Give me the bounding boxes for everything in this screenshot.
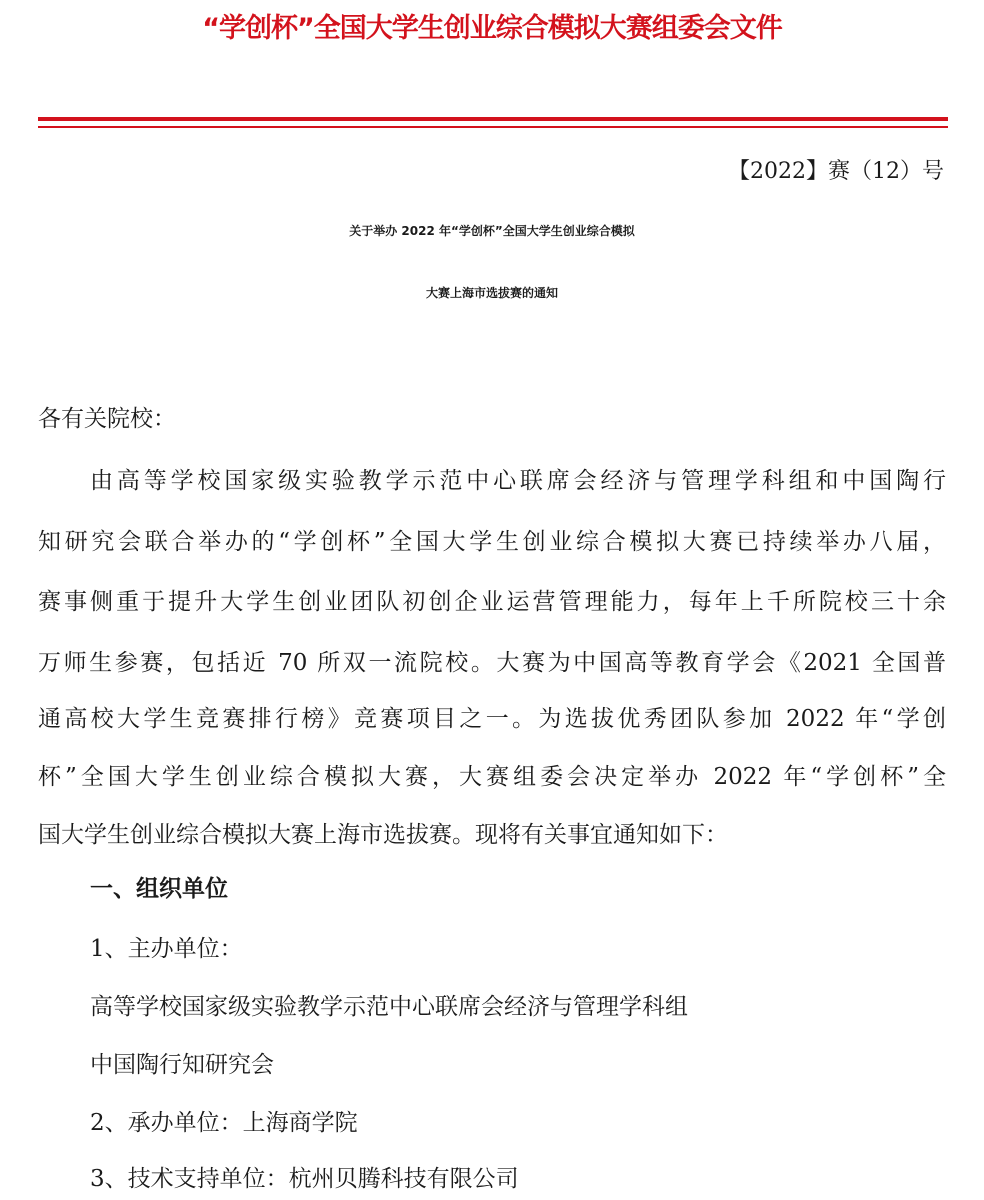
section-item: 高等学校国家级实验教学示范中心联席会经济与管理学科组 — [90, 994, 688, 1020]
section-item: 2、承办单位：上海商学院 — [90, 1110, 358, 1136]
header-rule-thick — [38, 117, 948, 121]
paragraph-line: 国大学生创业综合模拟大赛上海市选拔赛。现将有关事宜通知如下： — [38, 822, 728, 848]
section-heading: 一、组织单位 — [90, 876, 228, 902]
section-item: 中国陶行知研究会 — [90, 1052, 274, 1078]
document-header-title: “学创杯”全国大学生创业综合模拟大赛组委会文件 — [202, 13, 782, 44]
header-rule-thin — [38, 126, 948, 128]
paragraph-line: 万师生参赛，包括近 70 所双一流院校。大赛为中国高等教育学会《2021 全国普 — [38, 650, 946, 676]
paragraph-line: 杯”全国大学生创业综合模拟大赛，大赛组委会决定举办 2022 年“学创杯”全 — [38, 764, 946, 790]
paragraph-line: 通高校大学生竞赛排行榜》竞赛项目之一。为选拔优秀团队参加 2022 年“学创 — [38, 706, 946, 732]
paragraph-line: 由高等学校国家级实验教学示范中心联席会经济与管理学科组和中国陶行 — [90, 468, 946, 494]
notice-title-line-2: 大赛上海市选拔赛的通知 — [425, 286, 558, 300]
paragraph-line: 赛事侧重于提升大学生创业团队初创企业运营管理能力，每年上千所院校三十余 — [38, 589, 946, 615]
notice-title-line-1: 关于举办 2022 年“学创杯”全国大学生创业综合模拟 — [349, 224, 635, 238]
section-item: 1、主办单位： — [90, 936, 243, 962]
section-item: 3、技术支持单位：杭州贝腾科技有限公司 — [90, 1166, 519, 1192]
document-number: 【2022】赛（12）号 — [728, 159, 944, 184]
paragraph-line: 知研究会联合举办的“学创杯”全国大学生创业综合模拟大赛已持续举办八届， — [38, 529, 946, 555]
salutation: 各有关院校： — [38, 406, 176, 432]
